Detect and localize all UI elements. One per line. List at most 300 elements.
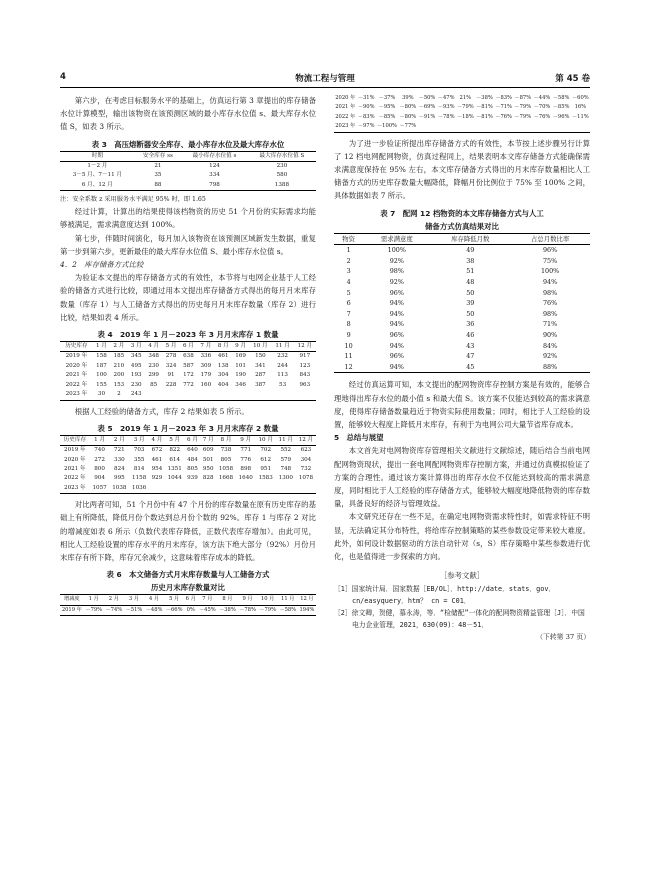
table-cell: －44% [533,95,551,101]
table-cell: －50% [418,95,436,101]
table-cell: 843 [299,372,311,379]
table-row [334,103,590,112]
table-cell: 1300 [278,475,293,482]
table-cell: 98% [542,288,558,297]
table-cell: －76% [533,113,551,120]
table-cell: 113 [277,372,288,379]
table-cell: 1 [346,246,351,255]
table-cell: 101 [235,362,246,369]
table-cell [249,390,271,400]
table-cell: －81% [476,104,493,111]
table-cell: 47 [466,352,475,361]
table-header-cell: 4 月 [149,435,165,445]
table-cell: 929 [151,475,163,482]
table-cell: 172 [183,372,194,379]
table-cell: －93% [437,104,455,111]
table-cell: 90% [542,330,558,339]
table-cell: 951 [260,465,272,472]
table-cell: 2 [346,256,351,265]
table-cell: －81% [476,113,493,120]
table-header-cell: 历史库存 [60,342,93,352]
table-cell: 45 [430,362,510,373]
table-cell: 1351 [167,465,182,472]
table-row [60,171,316,180]
table-header-cell: 4 月 [145,342,162,352]
table-7-caption-line1: 表 7 配网 12 档物资的本文库存储备方式与人工 [380,208,544,218]
paragraph: 第七步，伴随时间演化，每月加入该物资在该预测区域新发生数据，重复第一步到第六步，更新最佳的最大库存水位值 S、最小库存水位值 s。 [60,233,316,256]
table-cell: 6 月、12 月 [60,181,135,191]
table-cell: 84% [542,341,558,350]
table-cell: 98% [389,267,404,276]
table-header-cell: 9 月 [232,342,249,352]
table-cell: 38 [466,256,475,265]
table-cell: 6 [346,299,351,308]
reference-item: ［1］国家统计局．国家数据［EB/OL］．http://date．stats．gov．cn/easyquery．htm？ cn = C01． [334,585,556,606]
table-cell: 2019 年 [60,605,84,615]
table-cell: 2 [110,390,127,400]
table-row [60,484,316,494]
table-cell [162,390,179,400]
table-row [334,341,590,352]
table-cell: 185 [113,353,125,360]
right-column [334,94,590,643]
page-number: 4 [60,72,66,82]
table-cell: 53 [279,381,287,388]
table-header-cell: 3 月 [129,435,149,445]
table-cell: 193 [130,372,142,379]
table-cell: 158 [96,353,107,360]
table-row [334,298,590,309]
table-row [60,456,316,465]
table-header-cell: 6 月 [180,342,197,352]
table-cell: 798 [181,181,248,191]
table-cell: 822 [169,447,181,454]
table-cell: 702 [260,447,272,454]
table-header-cell: 最小库存水位值 s [181,151,248,161]
table-row [334,309,590,320]
table-cell: 96% [389,330,404,339]
table-cell: 92% [389,256,404,265]
table-cell: 150 [255,353,266,360]
table-header-cell: 2 月 [104,595,124,605]
table-cell: 287 [255,372,266,379]
table-7-body [334,245,590,373]
table-cell: 1044 [167,475,182,482]
table-row [60,474,316,483]
table-row [60,362,316,371]
paragraph: 为了进一步验证所提出库存储备方式的有效性，本节按上述步骤另行计算了 12 档电网配网物资，仿真过程同上，结果表明本文库存储备方式能确保需求满意度保持在 95% 左右，本文库存储备方式得出的月末库存数量相比人工储备方式的历史库存数量大幅降低，降幅月份比例位于 75% 至 100% 之间，具体数据如表 7 所示。 [334,138,590,201]
table-cell: 11 [344,352,353,361]
table-header-row [60,151,316,161]
table-cell: 94% [389,320,404,329]
table-cell: 16% [574,104,587,111]
table-cell: 43 [466,341,475,350]
section-5-heading [334,431,590,444]
table-cell: 2022 年 [64,475,86,482]
table-cell [532,122,551,132]
table-header-cell: 5 月 [165,435,185,445]
table-cell: 703 [133,447,145,454]
table-header-row [60,435,316,445]
table-cell: 461 [151,456,163,463]
table-cell: 771 [240,447,252,454]
table-cell: 94% [389,309,404,318]
table-cell: 232 [277,353,288,360]
table-7-caption [334,207,590,233]
table-cell: －80% [399,104,417,111]
table-row [334,113,590,122]
table-cell: 272 [94,456,105,463]
table-cell: 100 [96,372,107,379]
table-cell [276,484,296,494]
table-cell: 2021 年 [64,465,86,472]
table-cell: －70% [533,104,551,111]
table-cell: 580 [276,172,288,179]
table-cell: 35 [154,172,162,179]
table-5-caption: 表 5 2019 年 1 月－2023 年 3 月月末库存 2 数量 [97,423,279,433]
table-cell [200,484,216,494]
table-6 [60,594,316,616]
table-row [60,446,316,456]
table-cell: 153 [113,381,125,388]
table-row [334,245,590,256]
journal-title: 物流工程与管理 [295,74,355,84]
table-cell: －18% [456,113,474,120]
table-cell [475,122,494,132]
table-cell: －83% [357,113,375,120]
table-cell: 623 [300,447,312,454]
paragraph: 根据人工经验的储备方式，库存 2 结果如表 5 所示。 [74,406,249,416]
table-cell: 917 [299,353,311,360]
table-header-cell: 6 月 [185,435,201,445]
table-header-cell: 12 月 [298,595,316,605]
table-header-cell: 2 月 [110,342,127,352]
table-cell: 0% [184,605,197,615]
table-header-cell: 占总月数比率 [510,233,590,245]
table-header-cell: 物资 [334,233,363,245]
table-cell: －79% [456,104,474,111]
table-cell: 501 [202,456,214,463]
table-header-cell: 安全库存 ss [135,151,181,161]
table-cell: 3 [346,267,351,276]
table-cell: 805 [220,456,232,463]
table-cell: 92% [542,352,558,361]
table-row [60,390,316,400]
table-cell: 36 [466,320,475,329]
table-cell: －69% [418,104,436,111]
table-cell: 85 [150,381,158,388]
table-cell: 244 [277,362,288,369]
table-row [60,605,316,615]
table-cell: 194% [298,605,316,615]
table-cell: 1668 [218,475,234,482]
table-header-cell: 10 月 [249,342,271,352]
table-row [60,381,316,390]
table-cell: 230 [148,362,159,369]
table-cell: 123 [299,362,311,369]
table-cell: 732 [300,465,312,472]
table-cell: 1640 [238,475,253,482]
table-cell: 160 [200,381,212,388]
table-cell: 1－2 月 [87,163,108,170]
table-6-body [60,605,316,615]
table-header-cell: 12 月 [296,435,316,445]
table-cell: －74% [104,605,124,615]
section-4-2-heading: 4．2 库存储备方式比较 [60,260,144,270]
table-cell: 939 [187,475,198,482]
table-cell: 995 [114,475,125,482]
table-cell: 336 [200,353,212,360]
table-header-cell: 7 月 [200,435,216,445]
table-cell: 30 [93,390,110,400]
table-row [334,122,590,132]
table-cell: －100% [376,123,397,130]
table-header-row [334,233,590,245]
table-cell: 748 [280,465,292,472]
table-cell [149,484,165,494]
table-cell: 7 [346,309,351,318]
table-cell: 346 [235,381,246,388]
table-cell: 230 [276,163,288,170]
table-cell [437,122,456,132]
table-header-cell: 11 月 [278,595,298,605]
table-header-cell: 5 月 [162,342,179,352]
table-header-cell: 8 月 [217,595,237,605]
table-cell: 5 [346,288,351,297]
table-cell: 49 [466,246,475,255]
table-cell: 963 [299,381,311,388]
table-cell: 614 [169,456,181,463]
table-header-cell: 5 月 [164,595,184,605]
table-header-cell: 10 月 [256,435,276,445]
table-7-caption-line2: 储备方式仿真结果对比 [425,221,499,231]
table-header-cell: 3 月 [128,342,145,352]
table-cell: 898 [240,465,252,472]
table-row [60,352,316,362]
paragraph: 对比两者可知，51 个月份中有 47 个月份的库存数量在原有历史库存的基础上有所降低，降低月份个数达到总月份个数的 92%。库存 1 与库存 2 对比的增减度如表 6 所示（负数代表库存降低，正数代表库存增加）。由此可见，相比人工经验设置的库存水平的月末库存，该方法下绝大部分（92%）月份月末库存有所下降，库存冗余减少，这意味着库存成本的降低。 [60,500,316,562]
table-cell: 2023 年 [60,390,93,400]
table-row [334,330,590,341]
table-header-cell: 7 月 [197,595,217,605]
table-cell: 75% [542,256,558,265]
paragraph: 本文首先对电网物资库存管理相关文献进行文献综述，随后结合当前电网配网物资现状，提出一套电网配网物资库存控制方案，并通过仿真模拟验证了方案的合理性。通过该方案计算得出的库存水位不仅能达到较高的需求满意度，同时相比于人工经验的库存储备方式，能够较大幅度地降低物资的库存数量，具备良好的经济与管理效益。 [334,446,590,509]
table-cell: －80% [399,113,417,120]
table-cell [180,390,197,400]
table-cell: －31% [357,95,375,101]
table-cell: 1038 [109,484,129,494]
table-cell: 355 [133,456,145,463]
table-cell: 10 [344,341,353,350]
table-header-cell: 1 月 [90,435,110,445]
table-cell: －79% [258,605,278,615]
left-column [60,94,316,616]
table-cell: 904 [94,475,105,482]
table-cell: 21% [459,95,472,101]
table-cell: －45% [197,605,217,615]
table-cell [165,484,185,494]
table-cell: －76% [495,113,512,120]
table-cell: －78% [237,605,257,615]
table-cell: 1583 [258,475,273,482]
table-cell [456,122,475,132]
table-header-cell: 增减度 [60,595,84,605]
table-cell: －78% [437,113,455,120]
table-row [60,465,316,474]
table-row [334,94,590,103]
table-cell: 4 [346,278,351,287]
table-cell: 21 [154,163,162,170]
table-cell: 94% [363,362,430,373]
table-cell: 309 [200,362,212,369]
table-cell: －38% [476,95,493,101]
table-cell: 612 [260,456,272,463]
table-cell: 51 [466,267,475,276]
table-6-caption-line1: 表 6 本文储备方式月末库存数量与人工储备方式 [106,570,270,580]
table-5-body [60,446,316,494]
table-cell [571,122,590,132]
table-cell: 155 [96,381,107,388]
table-cell: 2019 年 [65,353,88,360]
table-cell: －11% [571,113,589,120]
table-cell [216,484,236,494]
table-cell: 1078 [298,475,314,482]
table-cell: 46 [466,330,475,339]
table-row [334,351,590,362]
table-cell: 348 [148,353,159,360]
table-cell: 210 [113,362,125,369]
table-cell: 94% [389,299,404,308]
table-cell: 100% [540,267,560,276]
table-header-cell: 2 月 [109,435,129,445]
table-6-caption [60,568,316,594]
table-cell [215,390,232,400]
table-cell: 91 [167,372,175,379]
table-cell: －83% [495,95,512,101]
table-row [334,266,590,277]
header-rule [60,87,590,88]
table-cell: 2023 年 [335,123,356,130]
table-cell: 484 [187,456,198,463]
table-cell: 1158 [132,475,147,482]
table-cell: －47% [437,95,455,101]
table-cell: －79% [514,113,532,120]
table-cell: －91% [418,113,436,120]
table-cell: 738 [220,447,232,454]
table-cell: －85% [552,104,570,111]
table-cell: 92% [389,278,404,287]
table-cell: 94% [542,278,558,287]
table-cell: 187 [96,362,107,369]
table-cell: 2019 年 [64,447,86,454]
table-cell: 324 [165,362,177,369]
table-cell: 776 [240,456,252,463]
table-cell: 387 [255,381,266,388]
table-header-cell: 最大库存水位值 S [248,151,316,161]
table-cell [552,122,571,132]
table-cell: 2022 年 [65,381,88,388]
table-cell: 672 [151,447,163,454]
table-row [60,181,316,191]
table-cell: 39% [402,95,414,101]
table-header-cell: 9 月 [237,595,257,605]
table-cell: 200 [113,372,125,379]
table-cell: 800 [94,465,105,472]
table-row [334,319,590,330]
table-row [334,256,590,267]
table-header-row [60,595,316,605]
table-cell: 39 [466,299,475,308]
table-cell: 299 [148,372,159,379]
paragraph: 本文研究还存在一些不足，在确定电网物资需求特性时，如需求特征不明显，无法确定其分布特性，将给库存控制策略的某些参数设定带来较大难度。此外，如何设计数据驱动的方法自动针对（s，S）库存策略中某些参数进行优化，也是值得进一步探索的方向。 [334,512,590,561]
table-cell: 954 [151,465,163,472]
table-cell: 345 [130,353,142,360]
table-cell: 278 [165,353,177,360]
table-header-cell: 12 月 [294,342,316,352]
table-4-body [60,352,316,400]
table-cell: 3－5 月、7－11 月 [72,172,123,179]
table-cell: 48 [466,278,475,287]
table-header-cell: 1 月 [93,342,110,352]
table-cell: 12 [334,362,363,373]
table-cell: 1058 [218,465,234,472]
table-cell: －38% [217,605,237,615]
table-cell: 805 [187,465,198,472]
table-cell: 579 [280,456,292,463]
table-cell: 404 [217,381,229,388]
table-cell: 96% [389,288,404,297]
table-cell: 828 [202,475,214,482]
table-cell: 304 [217,372,229,379]
table-cell: 98% [542,309,558,318]
table-cell: 2020 年 [65,362,88,369]
table-cell: 50 [466,288,475,297]
paragraph: 第六步，在考虑目标服务水平的基础上，仿真运行第 3 章提出的库存储备水位计算模型，输出该物资在该预测区域的最小库存水位值 s、最大库存水位值 S，如表 3 所示。 [60,96,316,132]
table-cell [417,122,436,132]
table-header-cell: 4 月 [144,595,164,605]
table-cell: 228 [165,381,177,388]
table-cell [197,390,214,400]
table-cell: 609 [202,447,214,454]
table-cell: －71% [495,104,512,111]
table-cell: －77% [399,123,417,130]
table-row [60,162,316,172]
table-cell: 1036 [129,484,149,494]
table-6-continued [334,94,590,133]
table-cell: 96% [542,246,558,255]
table-cell: －85% [378,113,396,120]
table-cell: 2021 年 [335,104,356,111]
table-header-cell: 8 月 [216,435,236,445]
table-cell: 304 [300,456,312,463]
table-cell: 138 [217,362,229,369]
table-cell: －79% [514,104,532,111]
table-3-body [60,162,316,191]
table-header-cell: 库存降低月数 [430,233,510,245]
table-cell: 124 [209,163,220,170]
paragraph: 为验证本文提出的库存储备方式的有效性，本节将与电网企业基于人工经验的储备方式进行比较，即通过用本文提出库存储备方式得出的每月月末库存数量（库存 1）与人工储备方式得出的历史每月月末库存数量（库存 2）进行比较，结果如表 4 所示。 [60,273,316,322]
table-header-cell: 1 月 [84,595,104,605]
table-cell: －97% [357,123,375,130]
table-cell: 88 [135,181,181,191]
table-cell: 1057 [90,484,110,494]
table-cell: 243 [128,390,145,400]
table-cell: 721 [114,447,125,454]
table-cell: 552 [280,447,292,454]
table-cell: －95% [378,104,396,111]
table-cell: 330 [114,456,125,463]
table-cell: 587 [183,362,194,369]
table-4 [60,341,316,400]
